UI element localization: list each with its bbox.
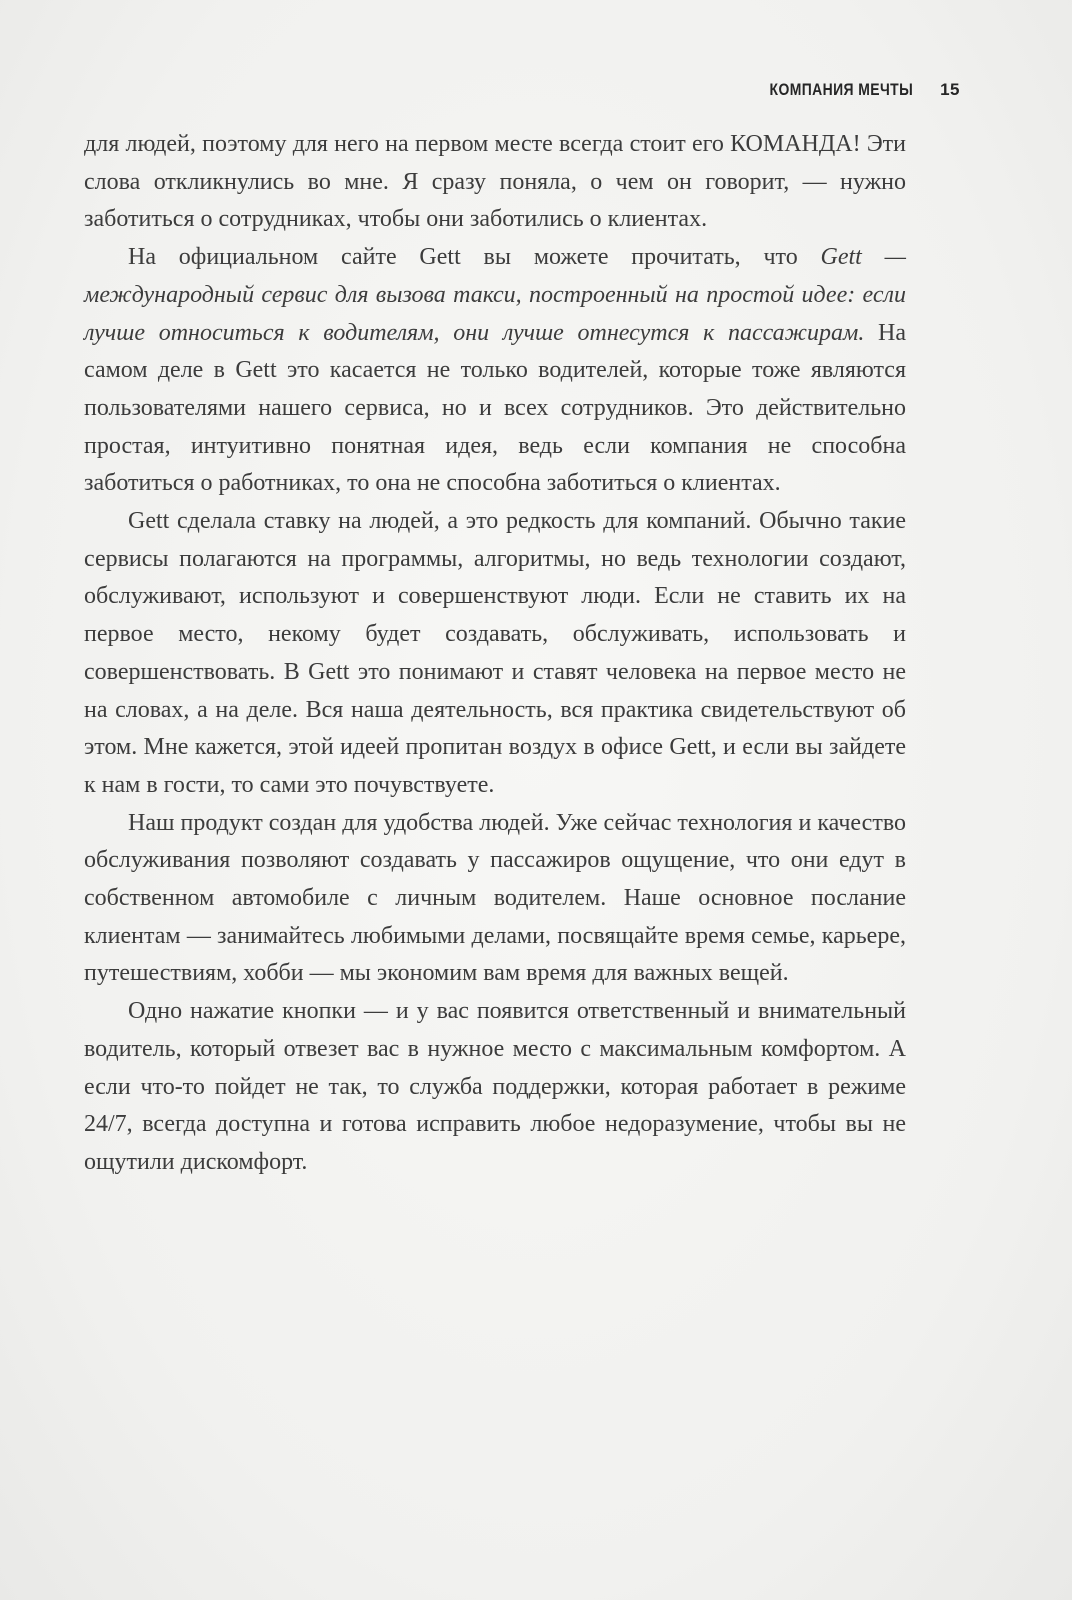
paragraph-4	[84, 805, 906, 994]
paragraph-1	[84, 126, 906, 239]
text-run: На самом деле в Gett это касается не только водителей, которые тоже являются пользователями нашего сервиса, но и всех сотрудников. Это действительно простая, интуитивно понятная идея, ведь если компания не способна заботиться о работниках, то она не способна заботиться о клиентах.	[84, 319, 907, 497]
text-run: для людей, поэтому для него на первом месте всегда стоит его КОМАНДА! Эти слова откликнулись во мне. Я сразу поняла, о чем он говорит, — нужно заботиться о сотрудниках, чтобы они заботились о клиентах.	[84, 131, 906, 233]
italic-quote: Gett — международный сервис для вызова такси, построенный на простой идее: если лучше относиться к водителям, они лучше отнесутся к пассажирам.	[84, 244, 906, 346]
page-number: 15	[940, 80, 960, 99]
paragraph-3	[84, 503, 906, 805]
paragraph-2	[84, 239, 906, 503]
text-run: Gett сделала ставку на людей, а это редкость для компаний. Обычно такие сервисы полагаются на программы, алгоритмы, но ведь технологии создают, обслуживают, используют и совершенствуют люди. Если не ставить их на первое место, некому будет создавать, обслуживать, использовать и совершенствовать. В Gett это понимают и ставят человека на первое место не на словах, а на деле. Вся наша деятельность, вся практика свидетельствуют об этом. Мне кажется, этой идеей пропитан воздух в офисе Gett, и если вы зайдете к нам в гости, то сами это почувствуете.	[84, 508, 906, 798]
paragraph-5	[84, 993, 906, 1182]
body-text	[84, 126, 906, 1182]
running-header	[738, 80, 960, 100]
text-run: Одно нажатие кнопки — и у вас появится ответственный и внимательный водитель, который отвезет вас в нужное место с максимальным комфортом. А если что-то пойдет не так, то служба поддержки, которая работает в режиме 24/7, всегда доступна и готова исправить любое недоразумение, чтобы вы не ощутили дискомфорт.	[84, 998, 906, 1175]
text-run: Наш продукт создан для удобства людей. Уже сейчас технология и качество обслуживания позволяют создавать у пассажиров ощущение, что они едут в собственном автомобиле с личным водителем. Наше основное послание клиентам — занимайтесь любимыми делами, посвящайте время семье, карьере, путешествиям, хобби — мы экономим вам время для важных вещей.	[84, 809, 906, 987]
chapter-title: КОМПАНИЯ МЕЧТЫ	[769, 80, 913, 99]
text-run: На официальном сайте Gett вы можете прочитать, что	[128, 244, 821, 271]
